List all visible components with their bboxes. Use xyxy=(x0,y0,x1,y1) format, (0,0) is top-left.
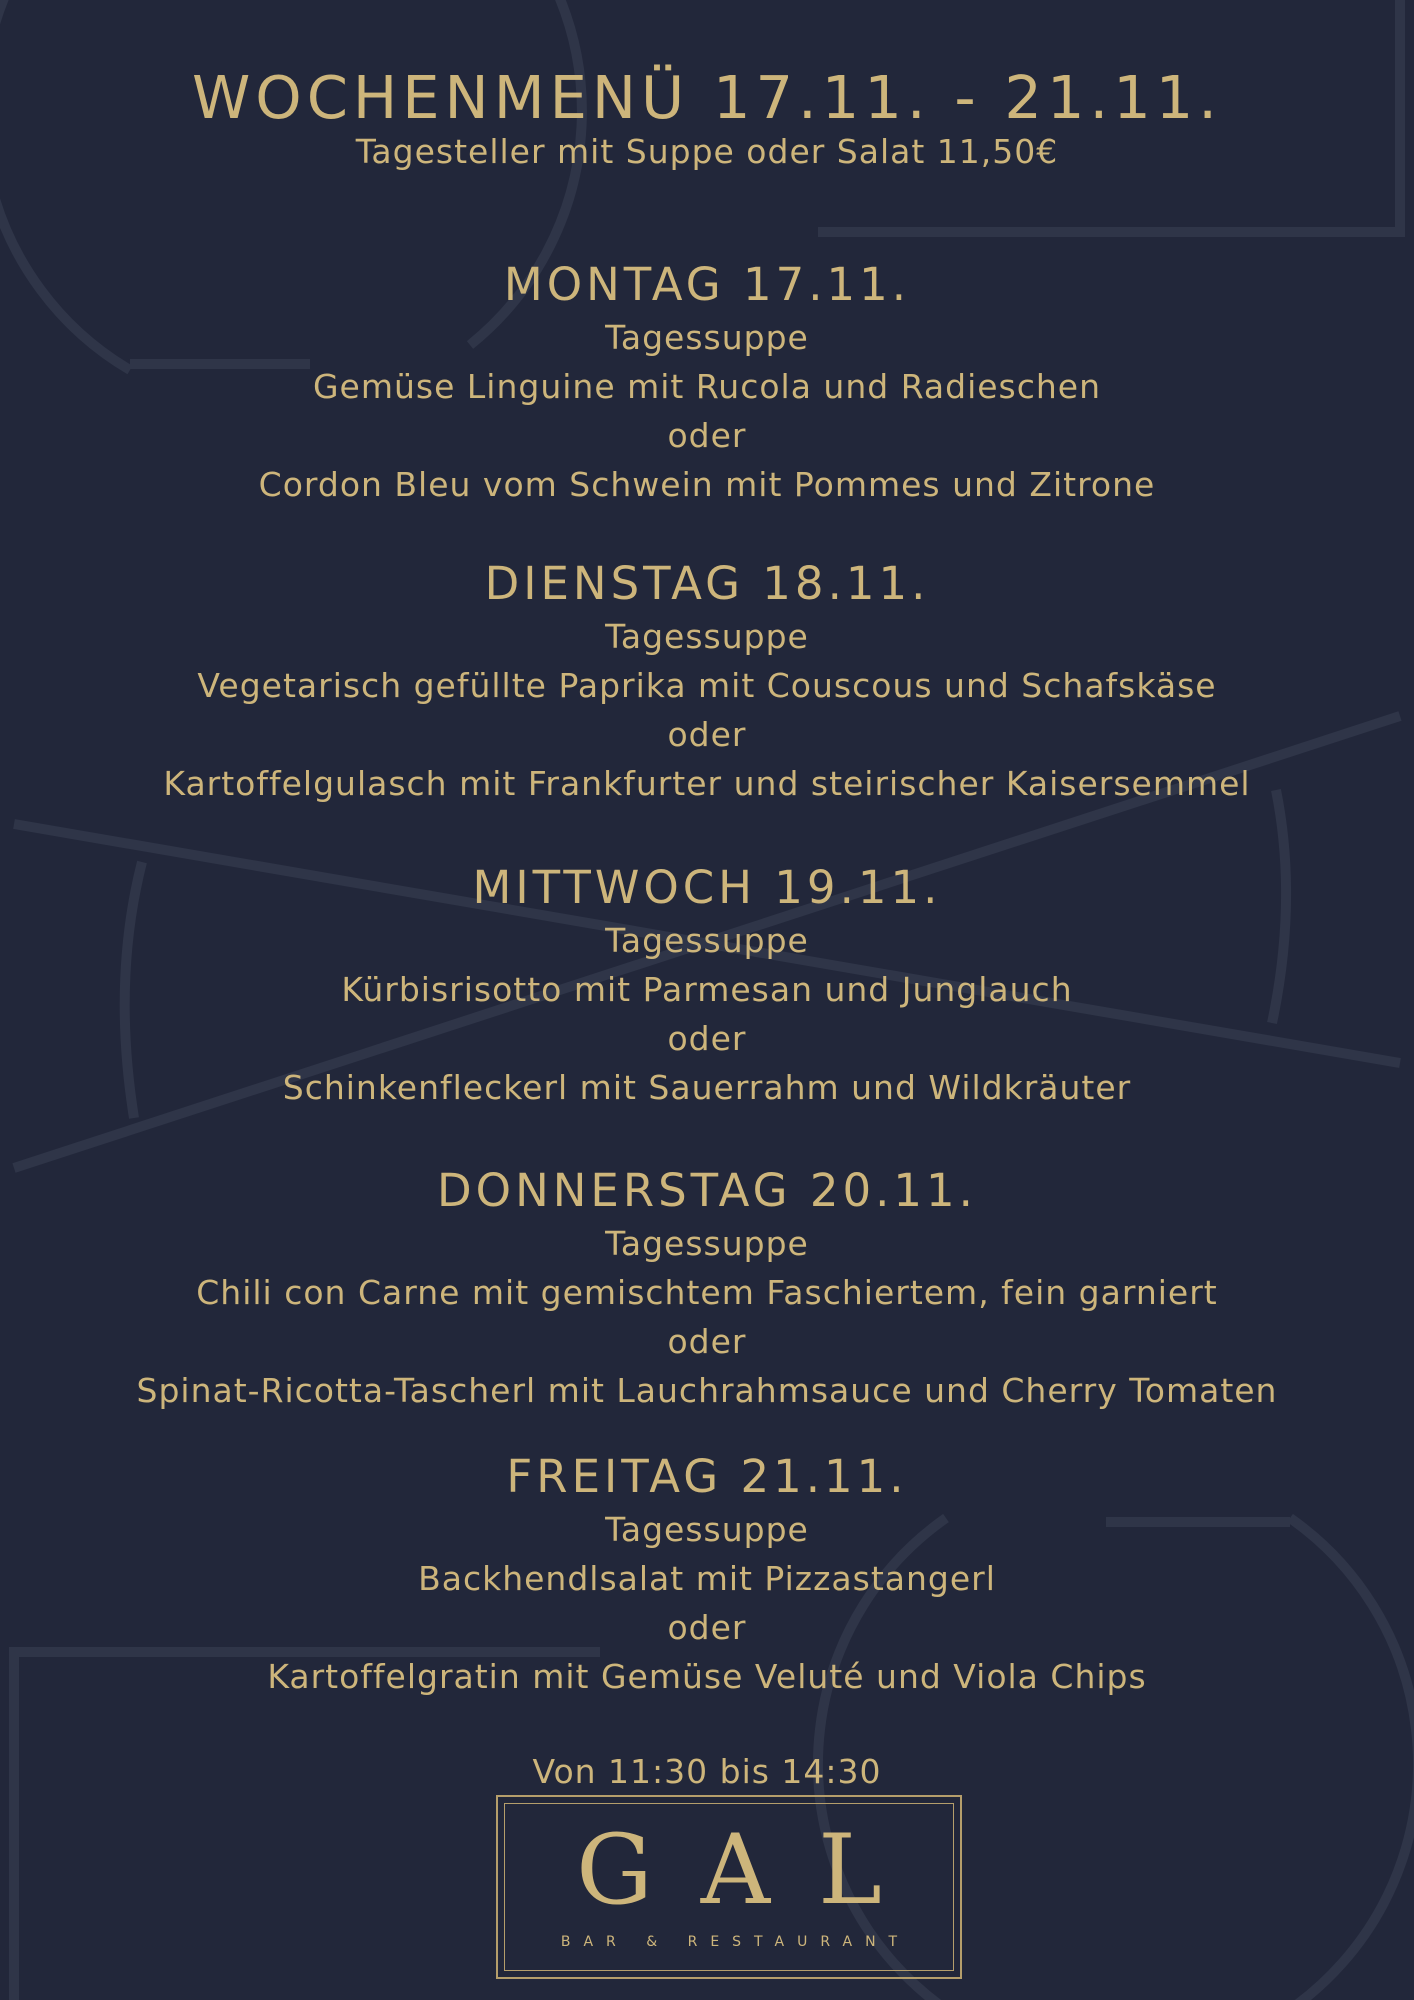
opening-hours: Von 11:30 bis 14:30 xyxy=(532,1752,882,1791)
dish-option-1: Kürbisrisotto mit Parmesan und Junglauch xyxy=(341,970,1073,1009)
soup-line: Tagessuppe xyxy=(605,921,809,960)
or-separator: oder xyxy=(667,715,747,754)
day-title: DONNERSTAG 20.11. xyxy=(437,1164,977,1217)
dish-option-2: Kartoffelgulasch mit Frankfurter und steirischer Kaisersemmel xyxy=(163,764,1251,803)
day-section-dienstag xyxy=(0,556,1414,808)
day-section-freitag xyxy=(0,1449,1414,1701)
day-title: MONTAG 17.11. xyxy=(503,258,911,311)
soup-line: Tagessuppe xyxy=(605,318,809,357)
dish-option-2: Cordon Bleu vom Schwein mit Pommes und Zitrone xyxy=(258,465,1156,504)
or-separator: oder xyxy=(667,1322,747,1361)
or-separator: oder xyxy=(667,1608,747,1647)
dish-option-1: Chili con Carne mit gemischtem Faschiertem, fein garniert xyxy=(196,1273,1218,1312)
soup-line: Tagessuppe xyxy=(605,617,809,656)
soup-line: Tagessuppe xyxy=(605,1510,809,1549)
dish-option-2: Schinkenfleckerl mit Sauerrahm und Wildkräuter xyxy=(282,1068,1132,1107)
menu-title: WOCHENMENÜ 17.11. - 21.11. xyxy=(191,63,1223,132)
day-title: DIENSTAG 18.11. xyxy=(484,557,930,610)
day-section-donnerstag xyxy=(0,1163,1414,1415)
or-separator: oder xyxy=(667,1019,747,1058)
day-section-mittwoch xyxy=(0,860,1414,1112)
soup-line: Tagessuppe xyxy=(605,1224,809,1263)
restaurant-logo xyxy=(496,1795,962,1979)
day-section-montag xyxy=(0,257,1414,509)
logo-tagline: BAR & RESTAURANT xyxy=(560,1934,911,1950)
dish-option-1: Backhendlsalat mit Pizzastangerl xyxy=(418,1559,996,1598)
day-title: FREITAG 21.11. xyxy=(506,1450,908,1503)
day-title: MITTWOCH 19.11. xyxy=(472,861,942,914)
dish-option-1: Gemüse Linguine mit Rucola und Radieschen xyxy=(312,367,1102,406)
dish-option-2: Spinat-Ricotta-Tascherl mit Lauchrahmsauce und Cherry Tomaten xyxy=(136,1371,1278,1410)
dish-option-1: Vegetarisch gefüllte Paprika mit Couscous und Schafskäse xyxy=(197,666,1217,705)
menu-subtitle: Tagesteller mit Suppe oder Salat 11,50€ xyxy=(355,132,1059,171)
dish-option-2: Kartoffelgratin mit Gemüse Veluté und Viola Chips xyxy=(267,1657,1147,1696)
logo-wordmark: GAL xyxy=(576,1814,930,1926)
or-separator: oder xyxy=(667,416,747,455)
